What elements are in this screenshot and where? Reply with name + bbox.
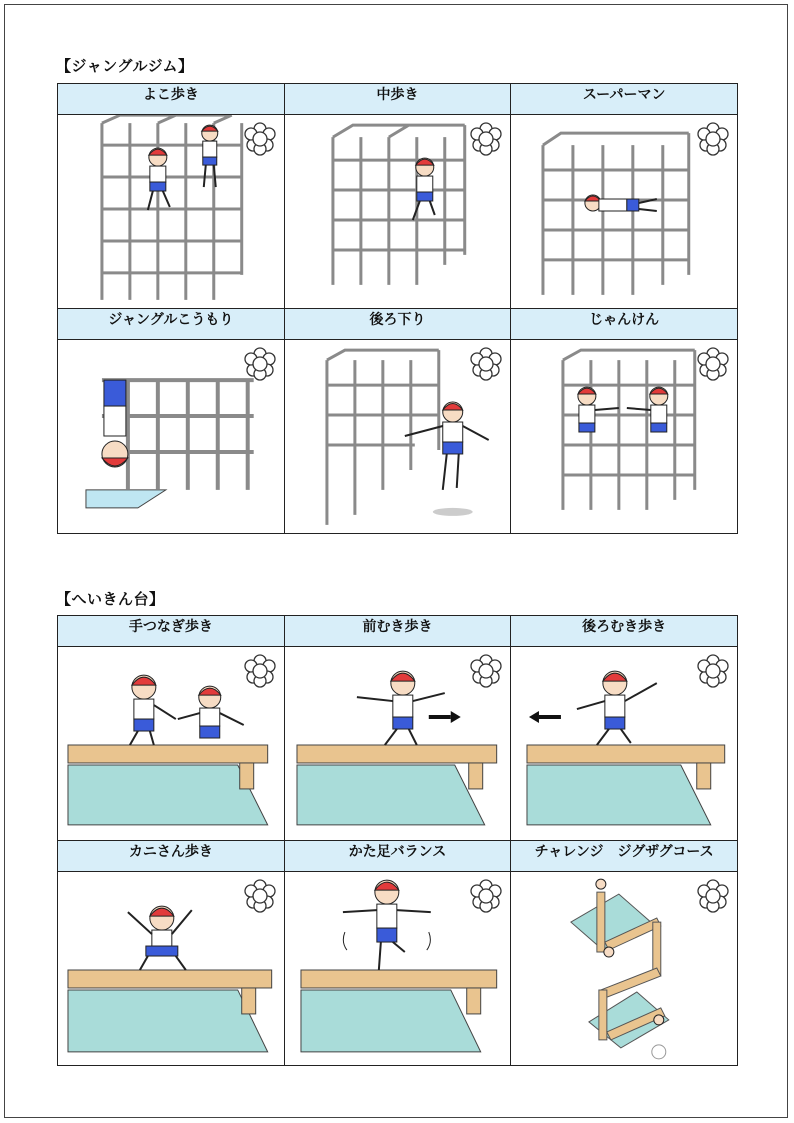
illustration-cell (511, 647, 738, 841)
illustration-cell (58, 872, 285, 1066)
flower-outline-icon (242, 653, 278, 689)
activity-label: 手つなぎ歩き (58, 616, 285, 647)
flower-outline-icon (242, 878, 278, 914)
illustration-cell (284, 647, 511, 841)
flower-outline-icon (468, 878, 504, 914)
activity-label: 前むき歩き (284, 616, 511, 647)
flower-outline-icon (695, 121, 731, 157)
edge-mark (784, 122, 787, 160)
illustration-cell (511, 115, 738, 309)
activity-label: ジャングルこうもり (58, 309, 285, 340)
activity-label: チャレンジ ジグザグコース (511, 841, 738, 872)
flower-outline-icon (242, 346, 278, 382)
flower-outline-icon (468, 346, 504, 382)
illustration-cell (58, 340, 285, 534)
illustration-cell (58, 647, 285, 841)
junglegym-table (57, 83, 738, 534)
activity-label: スーパーマン (511, 84, 738, 115)
flower-outline-icon (695, 653, 731, 689)
section-title-junglegym: 【ジャングルジム】 (56, 57, 194, 75)
activity-label: かた足バランス (284, 841, 511, 872)
arrow-left-icon (529, 711, 561, 723)
illustration-cell (511, 872, 738, 1066)
activity-label: 後ろ下り (284, 309, 511, 340)
illustration-cell (284, 872, 511, 1066)
activity-label: じゃんけん (511, 309, 738, 340)
activity-label: よこ歩き (58, 84, 285, 115)
flower-outline-icon (695, 346, 731, 382)
illustration-cell (284, 115, 511, 309)
section-title-balancebeam: 【へいきん台】 (56, 590, 165, 608)
activity-label: 後ろむき歩き (511, 616, 738, 647)
illustration-cell (58, 115, 285, 309)
flower-outline-icon (695, 878, 731, 914)
activity-label: 中歩き (284, 84, 511, 115)
balancebeam-table (57, 615, 738, 1066)
arrow-right-icon (428, 711, 460, 723)
flower-outline-icon (468, 121, 504, 157)
flower-outline-icon (468, 653, 504, 689)
illustration-cell (284, 340, 511, 534)
activity-label: カニさん歩き (58, 841, 285, 872)
flower-outline-icon (242, 121, 278, 157)
illustration-cell (511, 340, 738, 534)
